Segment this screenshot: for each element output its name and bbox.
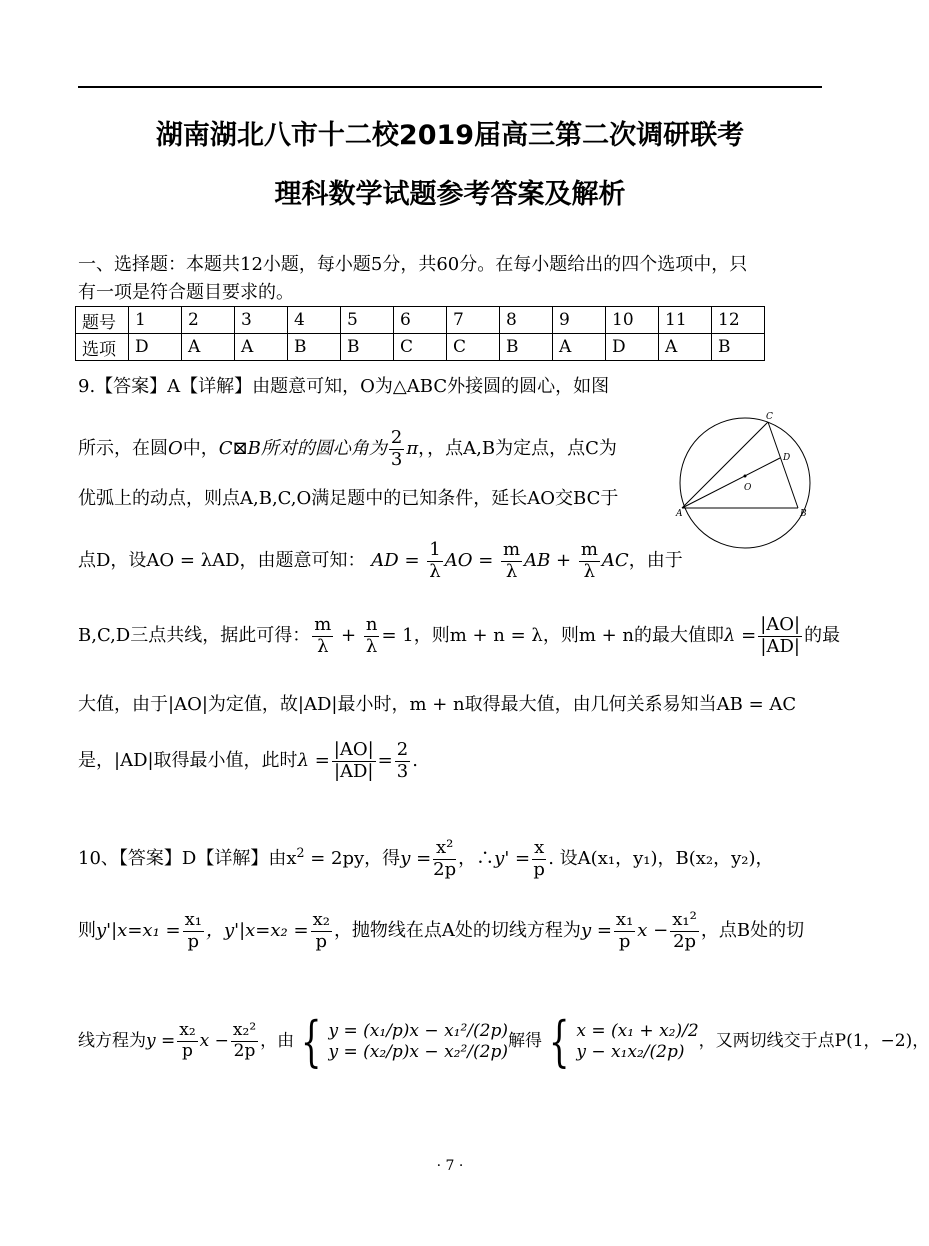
frac-den: p [187,930,200,952]
q9-text: λ = [724,625,757,647]
fraction [670,910,699,952]
q10-text: 则 [78,920,96,942]
fraction [433,838,456,880]
q9-text: λ = [297,750,330,772]
q10-text: y = [580,920,612,942]
circle-diagram [670,408,820,528]
q9-line5: B,C,D三点共线，据此可得： $\frac{m}{\lambda}$ + $\frac{n}{\lambda}$ = 1，则m + n = λ，则m + n的最大值即λ = $\frac{|AO|}{|AD|}$ 的最 [78,614,841,657]
q9-text: ，，点A,B为定点，点C为 [418,438,617,460]
q9-line7 [78,740,418,782]
answer-choice: C [447,334,500,361]
frac-num: 2 [396,739,409,760]
answer-choice: C [394,334,447,361]
answer-table-choice-row [76,334,765,361]
question-number: 3 [235,307,288,334]
frac-den: 2p [233,1041,256,1061]
q10-text: ，点B处的切 [700,920,805,942]
frac-num: x² [433,838,456,860]
label-o: O [744,483,752,493]
frac-num: x₂ [312,909,330,930]
top-rule [78,86,822,88]
segment-ac [682,422,768,508]
q10-text: y' = [494,848,531,870]
frac-num: |AO| [333,739,374,760]
frac-den: |AD| [333,760,374,782]
system-row: y − x₁x₂/(2p) [576,1041,685,1062]
answer-choice: B [500,334,553,361]
q10-text: ，抛物线在点A处的切线方程为 [333,920,581,942]
question-number: 11 [659,307,712,334]
answer-table-number-row [76,307,765,334]
answer-table-row-label: 选项 [76,334,129,361]
page-number: · 7 · [436,1158,464,1174]
q9-text: 点D，设AO = λAD，由题意可知： [78,550,366,572]
fraction [532,838,546,880]
fraction [427,540,442,582]
q9-text: 所示，在圆 [78,438,168,460]
frac-num: 1 [429,539,441,560]
frac-num: x₂ [179,1020,196,1041]
frac-den: 3 [396,760,409,782]
q9-text: . [412,750,418,772]
frac-num: x₁ [615,909,634,930]
section-intro-line1: 一、选择题：本题共12小题，每小题5分，共60分。在每小题给出的四个选项中，只 [78,254,748,275]
frac-den: λ [429,560,441,582]
answer-choice: D [606,334,659,361]
label-a: A [676,509,683,519]
page-subtitle: 理科数学试题参考答案及解析 [274,179,626,210]
question-number: 5 [341,307,394,334]
q9-text: = 1 [381,625,414,647]
q10-superscript: 2 [296,845,305,861]
system-row: y = (x₂/p)x − x₂²/(2p) [328,1041,508,1062]
question-number: 4 [288,307,341,334]
q9-vector: AD = [371,550,426,572]
q9-vector: AB + [524,550,577,572]
q10-text: ，由 [260,1031,295,1051]
frac-num: x [534,837,545,858]
question-number: 1 [129,307,182,334]
left-brace: { [548,1010,570,1073]
answer-choice: A [553,334,606,361]
fraction [364,615,380,657]
center-point [744,475,747,478]
frac-den: 2p [433,858,457,880]
answer-choice: D [129,334,182,361]
frac-den: |AD| [760,635,800,657]
frac-num: 2 [390,427,403,448]
question-number: 2 [182,307,235,334]
question-number: 8 [500,307,553,334]
q9-text: ，则m + n = λ，则m + n的最大值即 [413,625,725,647]
frac-num: x₁ [184,909,202,930]
q9-line3: 优弧上的动点，则点A,B,C,O满足题中的已知条件，延长AO交BC于 [78,488,619,509]
answer-choice: A [235,334,288,361]
fraction [312,615,333,657]
frac-num: m [580,539,598,560]
answer-choice: B [712,334,765,361]
answer-choice: B [288,334,341,361]
frac-num: |AO| [760,614,801,635]
fraction [614,910,635,952]
fraction [395,740,410,782]
q10-text: ，又两切线交于点P(1，−2)， [698,1031,929,1051]
fraction [758,615,802,657]
fraction [501,540,522,582]
q9-line2 [78,428,617,470]
q10-text: y'|x=x₁ = [96,920,181,942]
segment-ad [682,458,780,508]
q10-text: y = [400,848,432,870]
q9-text: ，由于 [628,550,683,572]
q10-text: ，∴ [458,848,495,870]
q9-text: 是，|AD|取得最小值，此时 [78,750,298,772]
page-title: 湖南湖北八市十二校2019届高三第二次调研联考 [155,120,745,151]
q10-text: 解得 [507,1031,542,1051]
system-row: y = (x₁/p)x − x₁²/(2p) [328,1021,508,1042]
question-number: 7 [447,307,500,334]
question-number: 9 [553,307,606,334]
segment-bc [768,422,798,508]
answer-choice: A [659,334,712,361]
q10-line1 [78,838,774,880]
section-intro-line2: 有一项是符合题目要求的。 [78,282,294,303]
q9-text: 的最 [804,625,841,647]
q9-var: O [168,438,183,460]
fraction [332,740,376,782]
question-number: 12 [712,307,765,334]
q10-text: 线方程为 [78,1031,146,1051]
frac-den: p [182,1041,193,1061]
question-number: 10 [606,307,659,334]
equation-system-2 [576,1021,698,1062]
fraction [177,1021,197,1061]
label-b: B [800,509,807,519]
left-brace: { [301,1010,322,1073]
fraction [579,540,600,582]
q10-line2 [78,910,804,952]
label-d: D [783,453,791,463]
frac-den: p [315,930,328,952]
answer-table-row-label: 题号 [76,307,129,334]
q10-line3 [78,1010,929,1073]
q9-line4 [78,540,683,582]
q9-line6: 大值，由于|AO|为定值，故|AD|最小时，m + n取得最大值，由几何关系易知当AB = AC [78,694,797,715]
frac-num: x₁² [672,909,697,930]
q10-text: 10、【答案】D【详解】由x [78,848,297,870]
frac-den: p [533,858,545,880]
answer-choice: A [182,334,235,361]
frac-num: m [503,539,521,560]
label-c: C [766,412,773,422]
system-row: x = (x₁ + x₂)/2 [576,1021,699,1042]
frac-den: λ [505,560,518,582]
q10-text: = 2py，得 [304,848,401,870]
frac-den: λ [365,635,378,657]
fraction [389,428,404,470]
fraction [231,1021,258,1061]
question-number: 6 [394,307,447,334]
frac-num: m [314,614,332,635]
answer-choice: B [341,334,394,361]
q9-vector: AC [601,550,629,572]
frac-den: p [618,930,631,952]
q10-text: . 设A(x₁，y₁)，B(x₂，y₂)， [548,848,774,870]
q9-text: 中， [182,438,219,460]
equation-system-1 [329,1021,508,1062]
q9-text: = [377,750,393,772]
q10-text: y = [146,1031,176,1051]
q9-text: C⊠B所对的圆心角为 [218,438,387,460]
q9-text: B,C,D三点共线，据此可得： [78,625,311,647]
q10-text: x − [199,1031,229,1051]
answer-table [75,306,765,361]
q10-text: x − [637,920,669,942]
frac-den: 3 [390,448,403,470]
fraction [311,910,332,952]
q9-line1: 9.【答案】A【详解】由题意可知，O为△ABC外接圆的圆心，如图 [78,376,610,397]
frac-den: 2p [673,930,697,952]
pi-symbol: π [406,438,419,460]
frac-den: λ [317,635,329,657]
frac-num: x₂² [232,1020,257,1041]
frac-den: λ [583,560,596,582]
q10-text: ，y'|x=x₂ = [205,920,309,942]
frac-num: n [365,614,378,635]
q9-vector: AO = [444,550,499,572]
fraction [183,910,204,952]
